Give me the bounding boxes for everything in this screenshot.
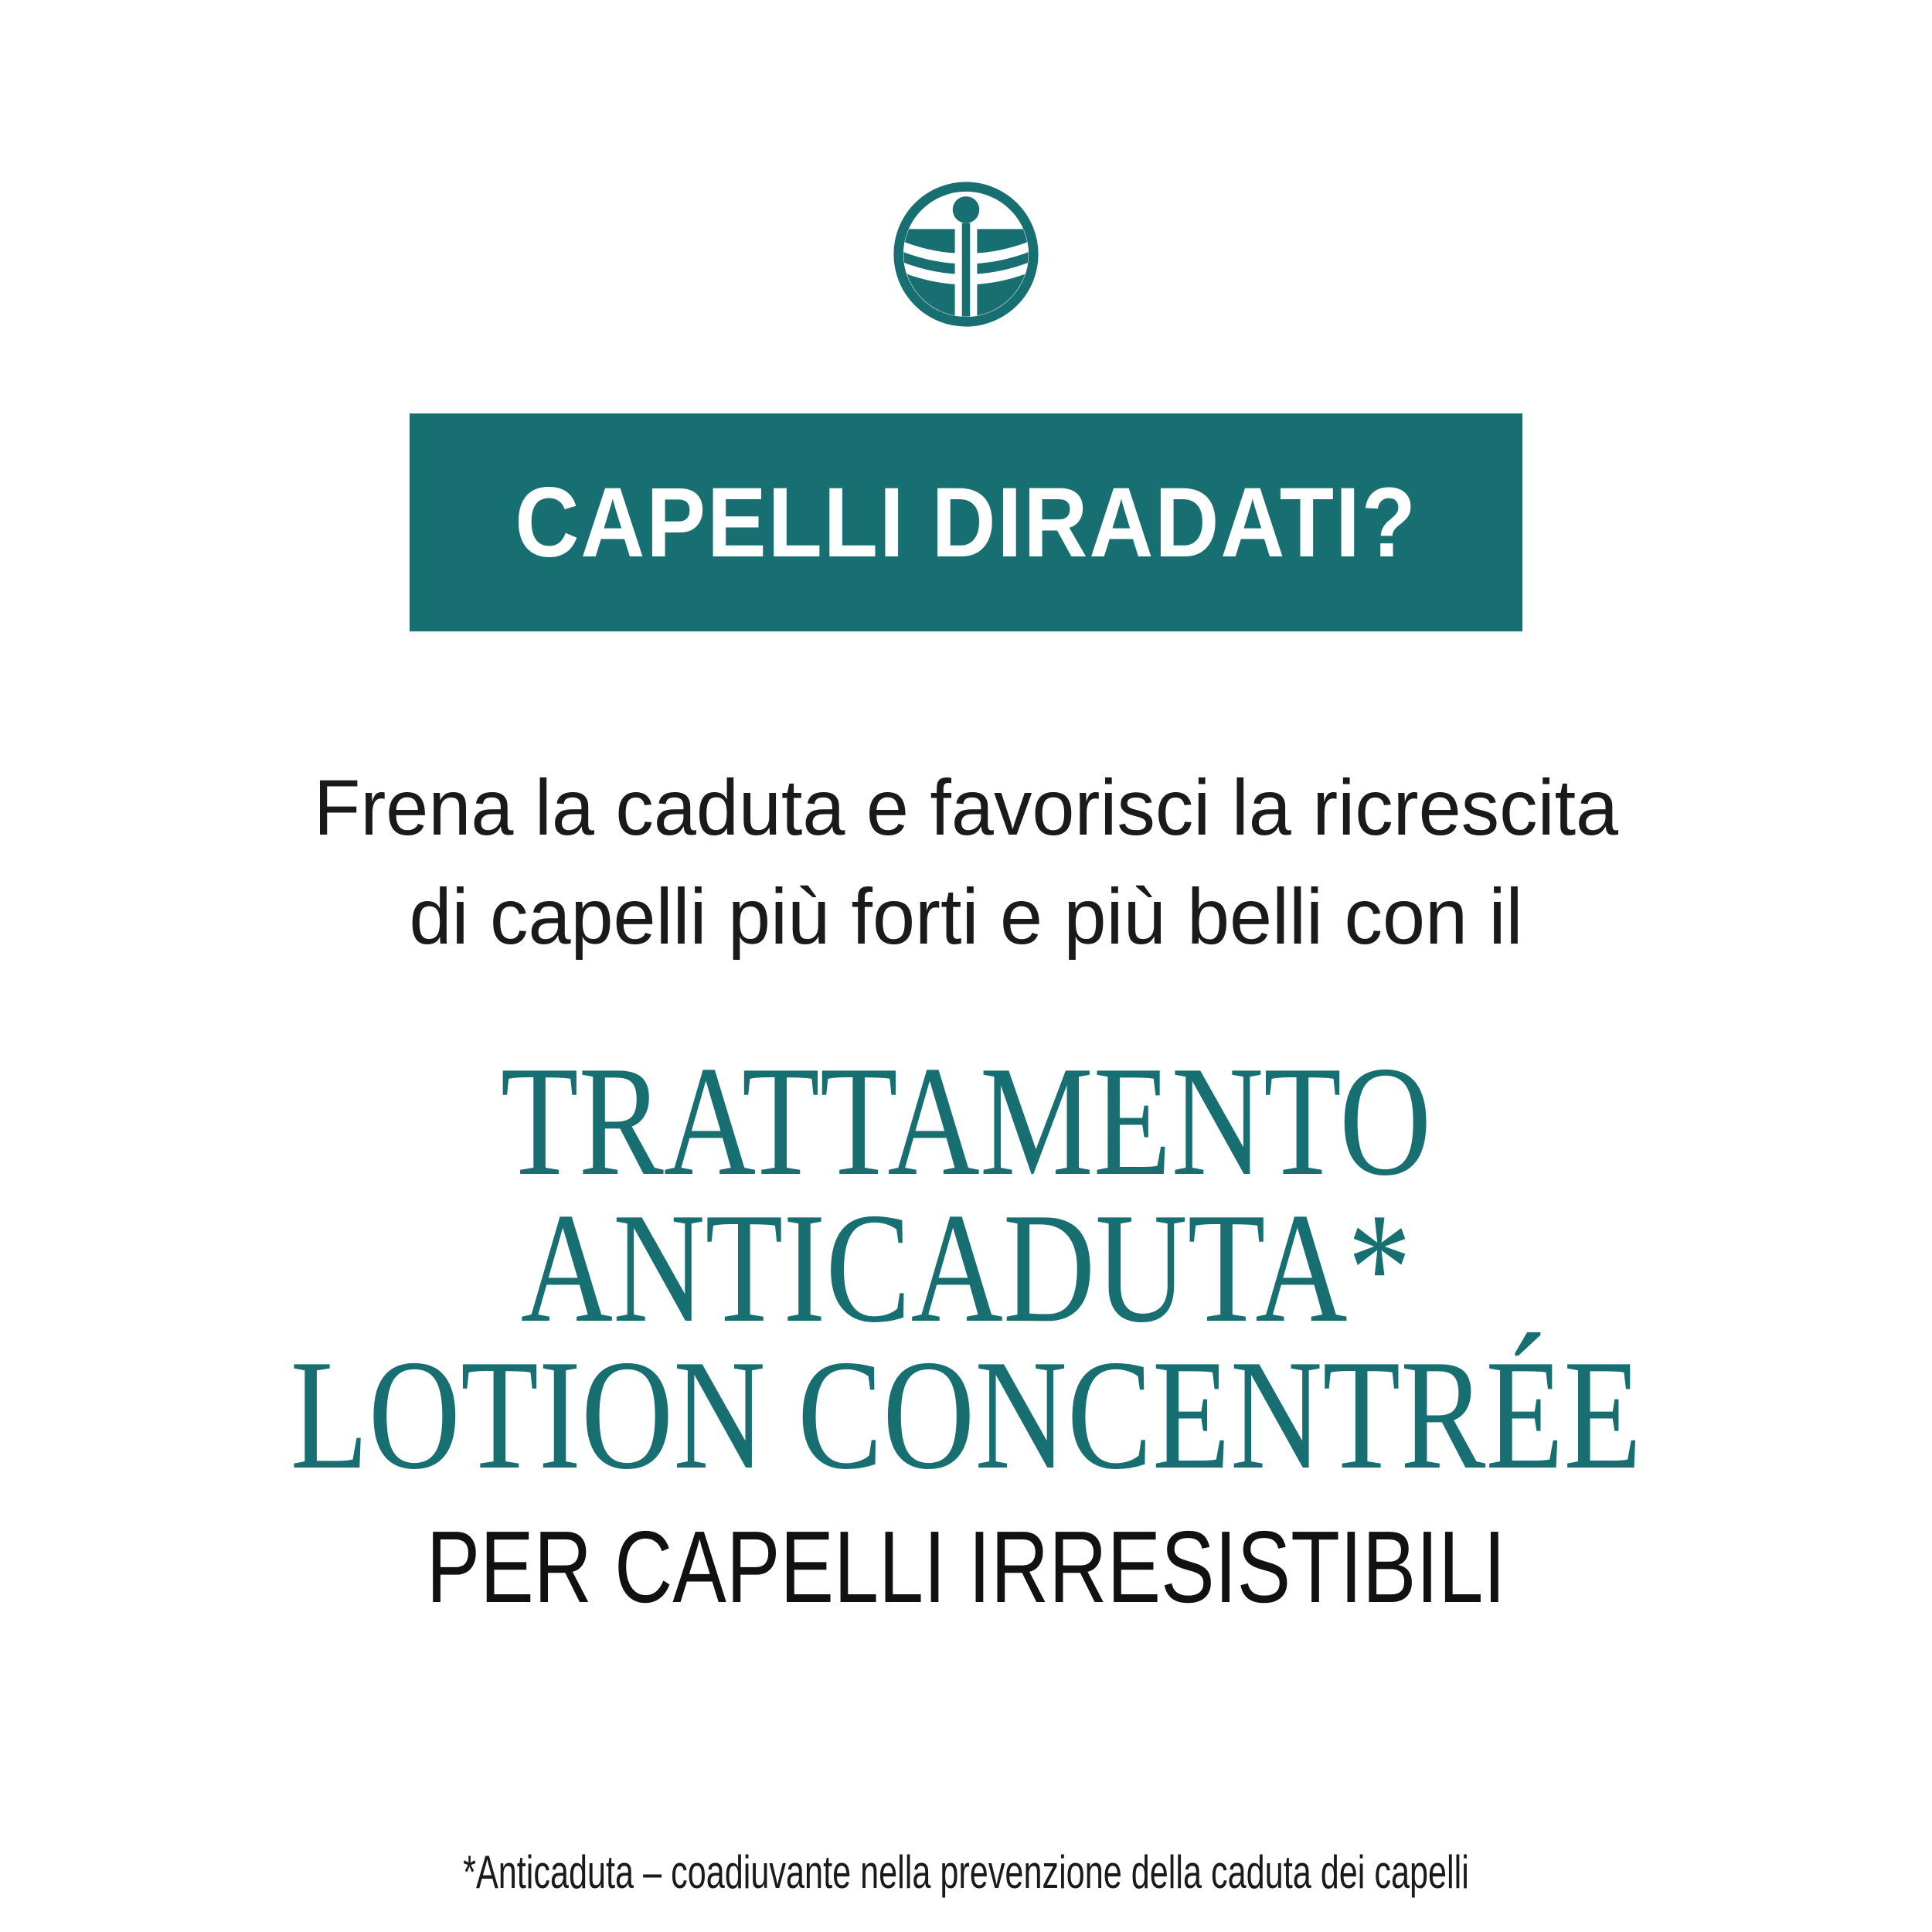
botanical-plant-icon <box>892 180 1040 328</box>
intro-text <box>0 753 1932 971</box>
tagline: PER CAPELLI IRRESISTIBILI <box>426 1510 1506 1624</box>
product-name-line-1: TRATTAMENTO <box>500 1034 1432 1209</box>
product-name-line-2: ANTICADUTA* <box>520 1181 1412 1355</box>
footnote: *Anticaduta – coadiuvante nella prevenzione della caduta dei capelli <box>463 1846 1469 1898</box>
question-banner <box>410 413 1522 631</box>
intro-line-2: di capelli più forti e più belli con il <box>409 872 1523 961</box>
product-name-line-3: LOTION CONCENTRÉE <box>290 1328 1642 1502</box>
brand-logo <box>892 180 1040 328</box>
banner-label: CAPELLI DIRADATI? <box>515 467 1417 578</box>
product-name <box>0 1034 1932 1502</box>
intro-line-1: Frena la caduta e favorisci la ricrescita <box>313 764 1619 852</box>
